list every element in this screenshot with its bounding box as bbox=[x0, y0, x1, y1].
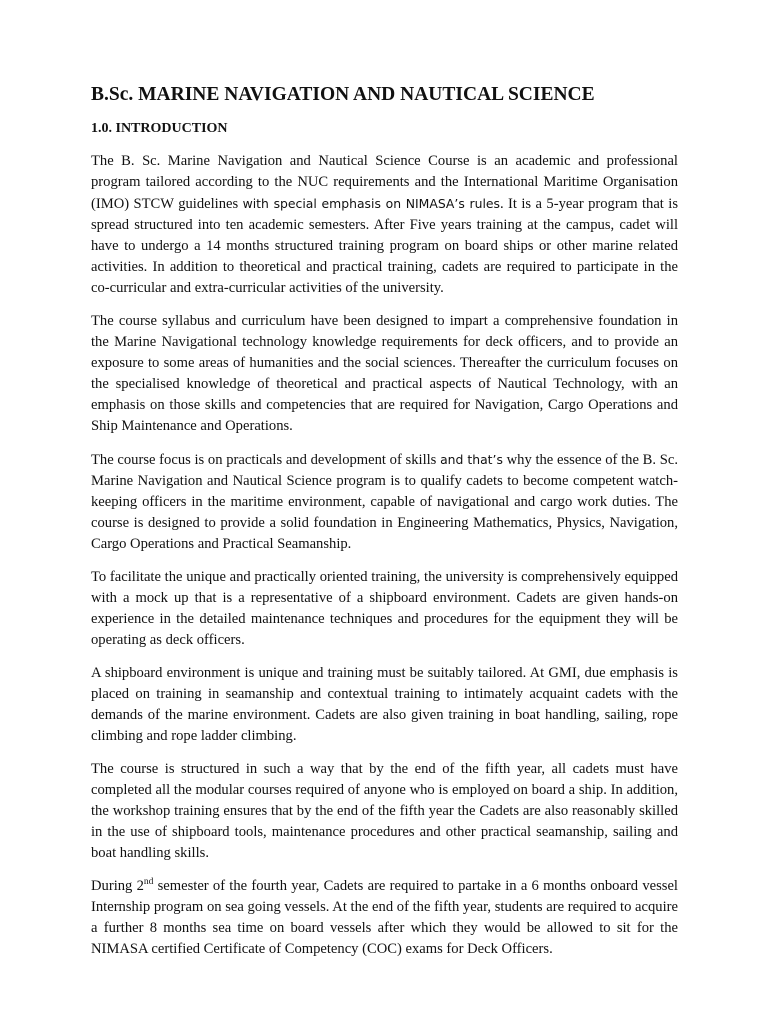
paragraph-3-text-c: why the essence of the B. Sc. Marine Navigation and Nautical Science program is to qualify cadets to become competent watch-keeping officers in the maritime environment, capable of navigational and cargo work duties. The course is designed to provide a solid foundation in Engineering Mathematics, Physics, Navigation, Cargo Operations and Practical Seamanship. bbox=[91, 452, 678, 552]
ordinal-suffix: nd bbox=[143, 877, 154, 887]
paragraph-2: The course syllabus and curriculum have been designed to impart a comprehensive foundation in the Marine Navigational technology knowledge requirements for deck officers, and to provide an exposure to some areas of humanities and the social sciences. Thereafter the curriculum focuses on the specialised knowledge of theoretical and practical aspects of Nautical Technology, with an emphasis on those skills and competencies that are required for Navigation, Cargo Operations and Ship Maintenance and Operations. bbox=[91, 313, 678, 434]
paragraph-3-text-a: The course focus is on practicals and development of skills bbox=[91, 452, 441, 468]
paragraph-1-text-a: The B. Sc. Marine Navigation and Nautical Science Course is an academic and professional program tailored according to the NUC requirements and the International Maritime Organisation (IMO) STCW guidelines bbox=[91, 153, 678, 212]
paragraph-1 bbox=[91, 151, 678, 299]
paragraph-3-text-b: and that’s bbox=[440, 452, 503, 467]
paragraph-5: A shipboard environment is unique and training must be suitably tailored. At GMI, due emphasis is placed on training in seamanship and contextual training to intimately acquaint cadets with the demands of the marine environment. Cadets are also given training in boat handling, sailing, rope climbing and rope ladder climbing. bbox=[91, 665, 678, 744]
paragraph-7 bbox=[91, 876, 678, 960]
paragraph-7-text-b: semester of the fourth year, Cadets are required to partake in a 6 months onboard vessel Internship program on sea going vessels. At the end of the fifth year, students are required to acquire a further 8 months sea time on board vessels after which they would be allowed to sit for the NIMASA certified Certificate of Competency (COC) exams for Deck Officers. bbox=[91, 878, 678, 957]
paragraph-1-text-b: with special emphasis on NIMASA’s rules bbox=[242, 196, 500, 211]
document-title: B.Sc. MARINE NAVIGATION AND NAUTICAL SCIENCE bbox=[91, 84, 595, 105]
paragraph-1-text-c: . It is a 5-year program that is spread structured into ten academic semesters. After Five years training at the campus, cadet will have to undergo a 14 months structured training program on board ships or other marine related activities. In addition to theoretical and practical training, cadets are required to participate in the co-curricular and extra-curricular activities of the university. bbox=[91, 196, 678, 296]
paragraph-3 bbox=[91, 449, 678, 555]
paragraph-6: The course is structured in such a way that by the end of the fifth year, all cadets must have completed all the modular courses required of anyone who is employed on board a ship. In addition, the workshop training ensures that by the end of the fifth year the Cadets are also reasonably skilled in the use of shipboard tools, maintenance procedures and other practical seamanship, sailing and boat handling skills. bbox=[91, 761, 678, 861]
paragraph-7-text-a: During 2 bbox=[91, 878, 144, 894]
paragraph-4: To facilitate the unique and practically oriented training, the university is comprehensively equipped with a mock up that is a representative of a shipboard environment. Cadets are given hands-on experience in the detailed maintenance techniques and procedures for the equipment they will be operating as deck officers. bbox=[91, 569, 678, 648]
section-heading: 1.0. INTRODUCTION bbox=[91, 121, 228, 136]
document-body bbox=[91, 82, 678, 960]
